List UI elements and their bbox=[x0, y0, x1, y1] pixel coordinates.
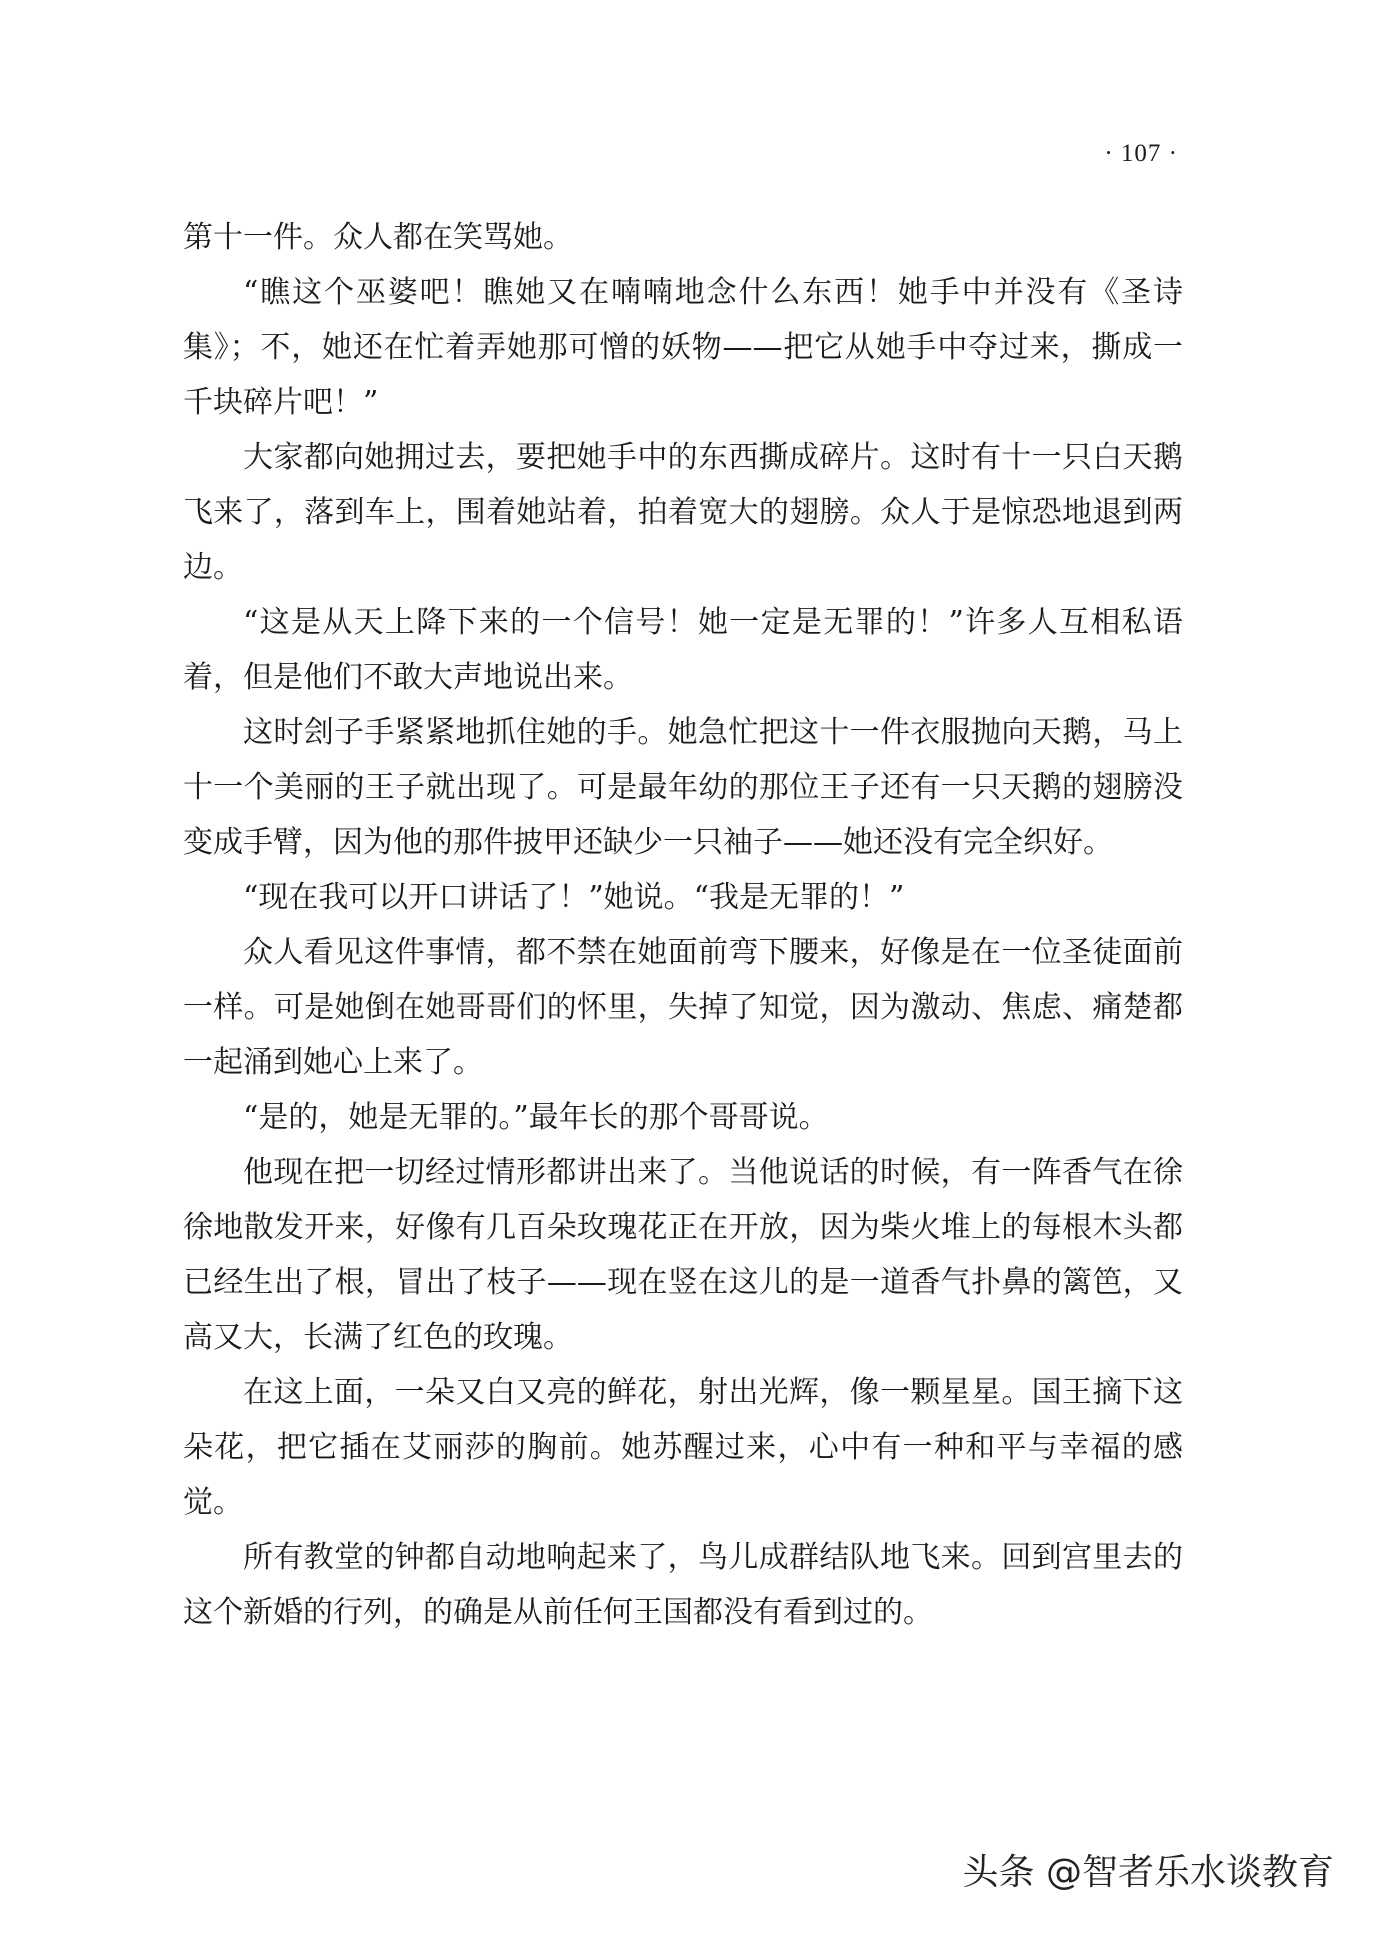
paragraph: “瞧这个巫婆吧！瞧她又在喃喃地念什么东西！她手中并没有《圣诗集》；不，她还在忙着弄她那可憎的妖物——把它从她手中夺过来，撕成一千块碎片吧！” bbox=[183, 275, 1183, 420]
paragraph: “这是从天上降下来的一个信号！她一定是无罪的！”许多人互相私语着，但是他们不敢大声地说出来。 bbox=[183, 605, 1183, 695]
paragraph: 在这上面，一朵又白又亮的鲜花，射出光辉，像一颗星星。国王摘下这朵花，把它插在艾丽莎的胸前。她苏醒过来，心中有一种和平与幸福的感觉。 bbox=[183, 1375, 1183, 1520]
paragraph: “现在我可以开口讲话了！”她说。“我是无罪的！” bbox=[243, 880, 905, 915]
paragraph: 第十一件。众人都在笑骂她。 bbox=[183, 220, 573, 255]
page-number: · 107 · bbox=[1104, 140, 1178, 167]
paragraph: “是的，她是无罪的。”最年长的那个哥哥说。 bbox=[243, 1100, 829, 1135]
watermark: 头条 @智者乐水谈教育 bbox=[962, 1852, 1334, 1893]
paragraph: 这时刽子手紧紧地抓住她的手。她急忙把这十一件衣服抛向天鹅，马上十一个美丽的王子就出现了。可是最年幼的那位王子还有一只天鹅的翅膀没变成手臂，因为他的那件披甲还缺少一只袖子——她还没有完全织好。 bbox=[183, 715, 1183, 860]
body-text bbox=[183, 210, 1183, 1640]
paragraph: 大家都向她拥过去，要把她手中的东西撕成碎片。这时有十一只白天鹅飞来了，落到车上，围着她站着，拍着宽大的翅膀。众人于是惊恐地退到两边。 bbox=[183, 440, 1183, 585]
paragraph: 所有教堂的钟都自动地响起来了，鸟儿成群结队地飞来。回到宫里去的这个新婚的行列，的确是从前任何王国都没有看到过的。 bbox=[183, 1540, 1183, 1630]
paragraph: 他现在把一切经过情形都讲出来了。当他说话的时候，有一阵香气在徐徐地散发开来，好像有几百朵玫瑰花正在开放，因为柴火堆上的每根木头都已经生出了根，冒出了枝子——现在竖在这儿的是一道香气扑鼻的篱笆，又高又大，长满了红色的玫瑰。 bbox=[183, 1155, 1183, 1355]
paragraph: 众人看见这件事情，都不禁在她面前弯下腰来，好像是在一位圣徒面前一样。可是她倒在她哥哥们的怀里，失掉了知觉，因为激动、焦虑、痛楚都一起涌到她心上来了。 bbox=[183, 935, 1183, 1080]
